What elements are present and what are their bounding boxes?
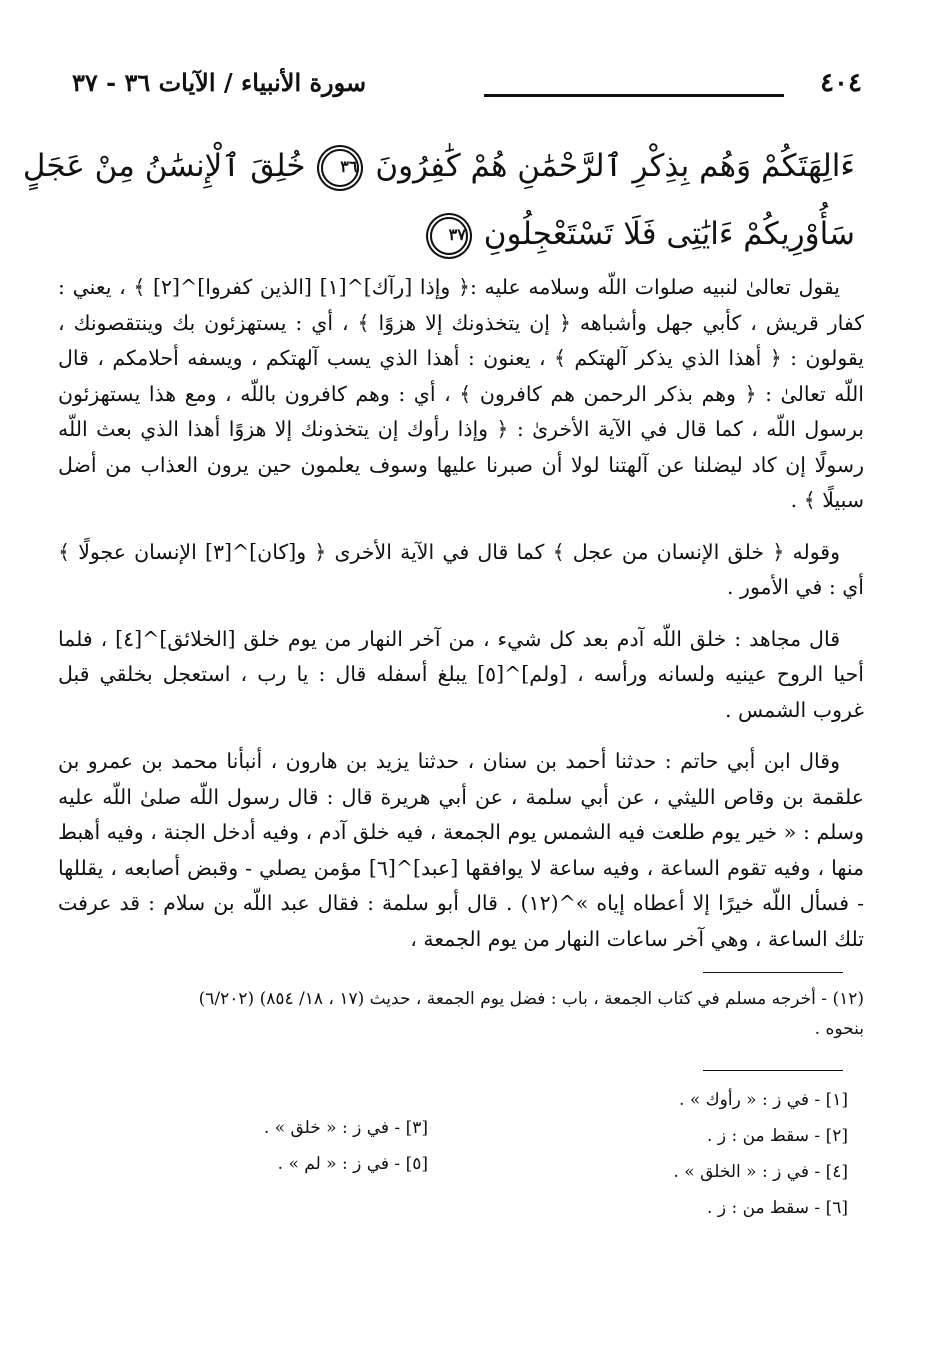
variants-rule (703, 1070, 843, 1071)
variant-note-2: [٢] - سقط من : ز . (707, 1126, 848, 1146)
ayah-number-36: ٣٦ (321, 149, 359, 187)
variant-note-5: [٥] - في ز : « لم » . (277, 1154, 428, 1174)
variant-note-4: [٤] - في ز : « الخلق » . (673, 1162, 848, 1182)
variant-note-6: [٦] - سقط من : ز . (707, 1198, 848, 1218)
variant-note-1: [١] - في ز : « رأوك » . (679, 1090, 848, 1110)
variant-notes-right (618, 1082, 848, 1226)
quran-line-1 (22, 132, 855, 200)
hadith-footnote (58, 984, 864, 1044)
paragraph-4: وقال ابن أبي حاتم : حدثنا أحمد بن سنان ، حدثنا يزيد بن هارون ، أنبأنا محمد بن عمرو بن علقمة بن وقاص الليثي ، عن أبي سلمة ، عن أبي هريرة قال : قال رسول اللّه صلىٰ اللّه عليه وسلم : « خير يوم طلعت فيه الشمس يوم الجمعة ، فيه خلق آدم ، وفيه أدخل الجنة ، وفيه أهبط منها ، وفيه تقوم الساعة ، وفيه ساعة لا يوافقها [عبد]^[٦] مؤمن يصلي - وقبض أصابعه ، يقللها - فسأل اللّه خيرًا إلا أعطاه إياه »^(١٢) . قال أبو سلمة : فقال عبد اللّه بن سلام : قد عرفت تلك الساعة ، وهي آخر ساعات النهار من يوم الجمعة ، (58, 749, 865, 951)
variant-notes-left (208, 1110, 428, 1182)
header-rule (484, 94, 784, 97)
ayah-number-37: ٣٧ (430, 217, 468, 255)
paragraph-2: وقوله ﴿ خلق الإنسان من عجل ﴾ كما قال في الآية الأخرى ﴿ و[كان]^[٣] الإنسان عجولًا ﴾ أي : في الأمور . (58, 539, 864, 599)
verse-36-text: ءَالِهَتَكُمْ وَهُم بِذِكْرِ ٱلرَّحْمَٰنِ هُمْ كَٰفِرُونَ (375, 148, 855, 184)
footnote-rule (703, 972, 843, 973)
page-number: ٤٠٤ (820, 68, 862, 98)
footnote-12-cont: بنحوه . (814, 1019, 864, 1039)
footnote-12: (١٢) - أخرجه مسلم في كتاب الجمعة ، باب : فضل يوم الجمعة ، حديث (١٧ ، ١٨/ ٨٥٤) (٦/٢٠٢) (198, 989, 864, 1009)
paragraph-1: يقول تعالىٰ لنبيه صلوات اللّه وسلامه عليه :﴿ وإذا [رآك]^[١] [الذين كفروا]^[٢] ﴾ ، يعني : كفار قريش ، كأبي جهل وأشباهه ﴿ إن يتخذونك إلا هزوًا ﴾ ، أي : يستهزئون بك وينتقصونك ، يقولون : ﴿ أهذا الذي يذكر آلهتكم ﴾ ، يعنون : أهذا الذي يسب آلهتكم ، ويسفه أحلامكم ، قال اللّه تعالىٰ : ﴿ وهم بذكر الرحمن هم كافرون ﴾ ، أي : وهم كافرون باللّه ، ومع هذا يستهزئون برسول اللّه ، كما قال في الآية الأخرىٰ : ﴿ وإذا رأوك إن يتخذونك إلا هزوًا أهذا الذي بعث اللّه رسولًا إن كاد ليضلنا عن آلهتنا لولا أن صبرنا عليها وسوف يعلمون حين يرون العذاب من أضل سبيلًا ﴾ . (58, 275, 864, 512)
quran-line-2 (95, 200, 855, 268)
paragraph-3: قال مجاهد : خلق اللّه آدم بعد كل شيء ، من آخر النهار من يوم خلق [الخلائق]^[٤] ، فلما أحيا الروح عينيه ولسانه ورأسه ، [ولم]^[٥] يبلغ أسفله قال : يا رب ، استعجل بخلقي قبل غروب الشمس . (58, 626, 864, 722)
surah-title: سورة الأنبياء / الآيات ٣٦ - ٣٧ (72, 68, 367, 97)
commentary-body (58, 270, 864, 973)
variant-note-3: [٣] - في ز : « خلق » . (263, 1118, 428, 1138)
verse-37-end: سَأُوْرِيكُمْ ءَايَٰتِى فَلَا تَسْتَعْجِلُونِ (483, 216, 855, 252)
quran-verses (22, 132, 855, 268)
running-header (72, 58, 862, 102)
verse-37-start: خُلِقَ ٱلْإِنسَٰنُ مِنْ عَجَلٍ (22, 148, 306, 184)
